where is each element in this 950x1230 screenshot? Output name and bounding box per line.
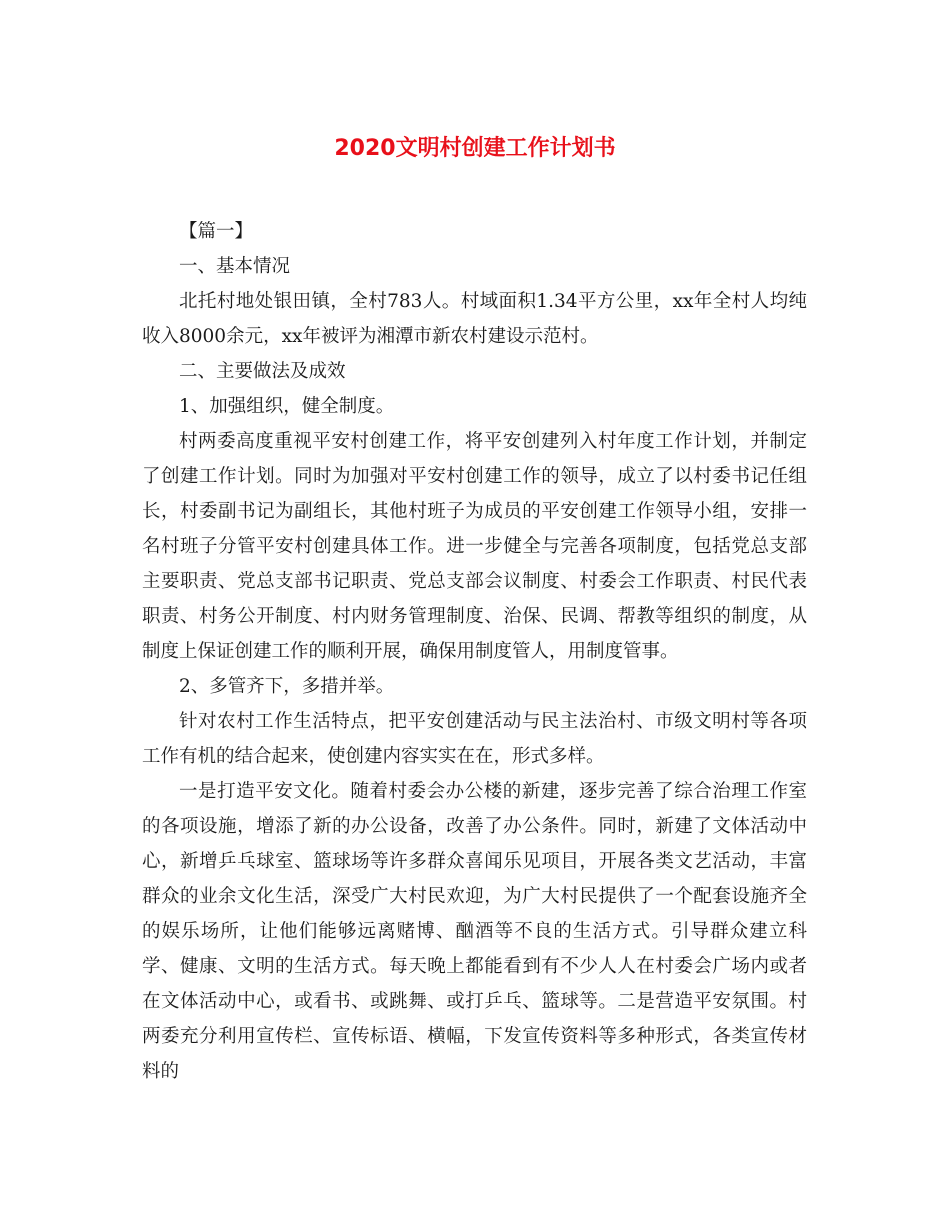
section-heading-basic-info: 一、基本情况: [179, 256, 291, 277]
paragraph-organization: 村两委高度重视平安村创建工作，将平安创建列入村年度工作计划，并制定了创建工作计划。同时为加强对平安村创建工作的领导，成立了以村委书记任组长，村委副书记为副组长，其他村班子为成员的平安创建工作领导小组，安排一名村班子分管平安村创建具体工作。进一步健全与完善各项制度，包括党总支部主要职责、党总支部书记职责、党总支部会议制度、村委会工作职责、村民代表职责、村务公开制度、村内财务管理制度、治保、民调、帮教等组织的制度，从制度上保证创建工作的顺利开展，确保用制度管人，用制度管事。: [142, 431, 807, 662]
document-body: [142, 214, 807, 1089]
document-title: 2020文明村创建工作计划书: [334, 136, 616, 161]
paragraph-measures: 针对农村工作生活特点，把平安创建活动与民主法治村、市级文明村等各项工作有机的结合起来，使创建内容实实在在，形式多样。: [142, 711, 807, 767]
subheading-organization: 1、加强组织，健全制度。: [179, 396, 395, 417]
paragraph-basic-info: 北托村地处银田镇，全村783人。村域面积1.34平方公里，xx年全村人均纯收入8000余元，xx年被评为湘潭市新农村建设示范村。: [142, 291, 807, 347]
paragraph-safety-culture: 一是打造平安文化。随着村委会办公楼的新建，逐步完善了综合治理工作室的各项设施，增添了新的办公设备，改善了办公条件。同时，新建了文体活动中心，新增乒乓球室、篮球场等许多群众喜闻乐见项目，开展各类文艺活动，丰富群众的业余文化生活，深受广大村民欢迎，为广大村民提供了一个配套设施齐全的娱乐场所，让他们能够远离赌博、酗酒等不良的生活方式。引导群众建立科学、健康、文明的生活方式。每天晚上都能看到有不少人人在村委会广场内或者在文体活动中心，或看书、或跳舞、或打乒乓、篮球等。二是营造平安氛围。村两委充分利用宣传栏、宣传标语、横幅，下发宣传资料等多种形式，各类宣传材料的: [142, 781, 807, 1082]
section-heading-part-one: 【篇一】: [179, 221, 254, 242]
subheading-measures: 2、多管齐下，多措并举。: [179, 676, 395, 697]
section-heading-practices: 二、主要做法及成效: [179, 361, 346, 382]
